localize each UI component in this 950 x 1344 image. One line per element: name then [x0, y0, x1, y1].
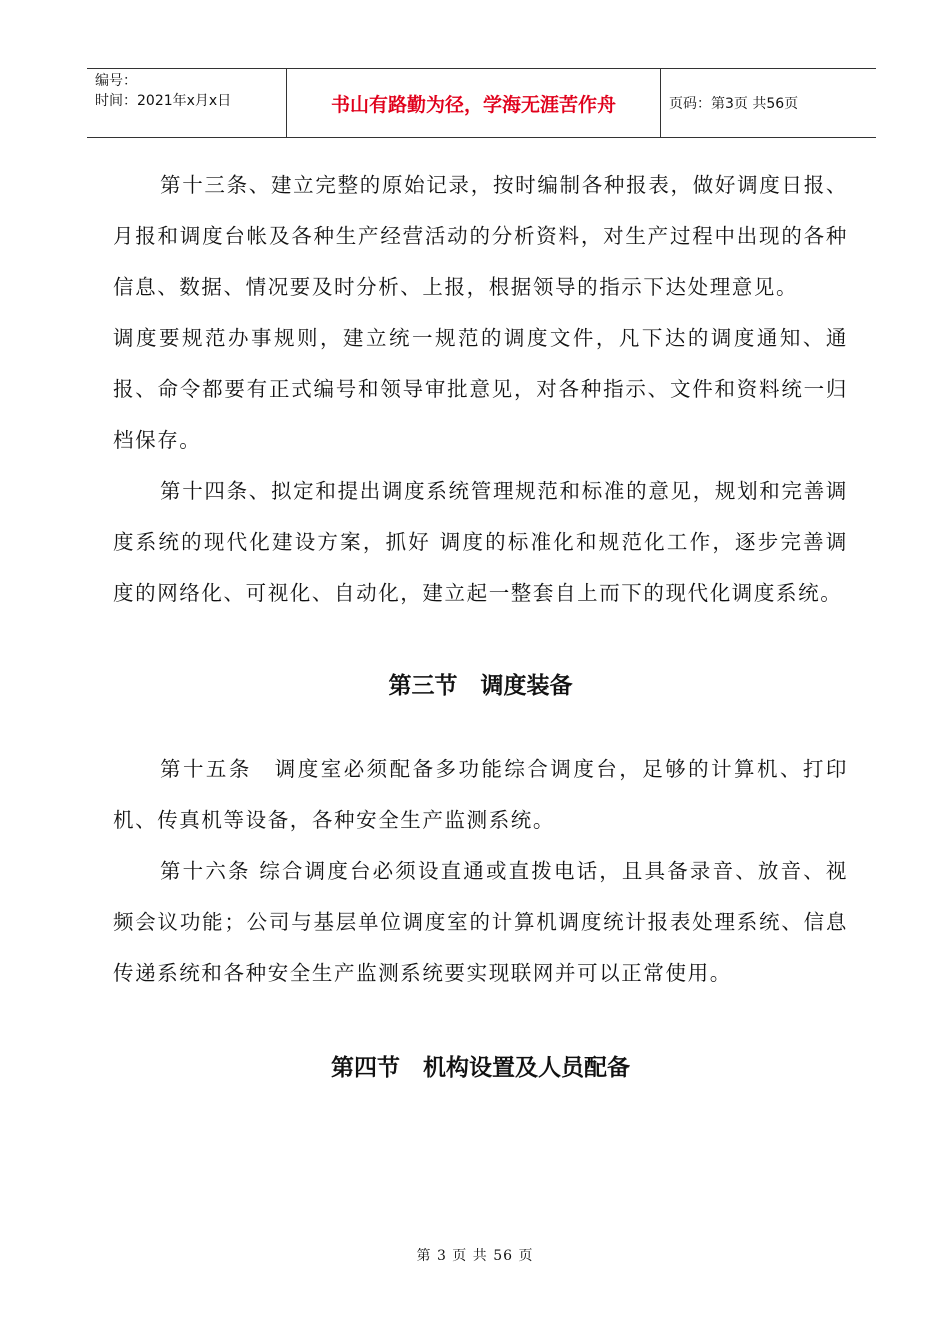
section-heading: 第四节 机构设置及人员配备	[331, 1055, 630, 1081]
paragraph: 调度要规范办事规则，建立统一规范的调度文件，凡下达的调度通知、通报、命令都要有正式编号和领导审批意见，对各种指示、文件和资料统一归档保存。	[113, 326, 848, 452]
header-motto: 书山有路勤为径，学海无涯苦作舟	[287, 69, 661, 137]
page-footer: 第 3 页 共 56 页	[416, 1248, 534, 1264]
document-body	[113, 160, 848, 1082]
header-page-info: 页码：第3页 共56页	[669, 96, 799, 112]
paragraph: 第十三条、建立完整的原始记录，按时编制各种报表，做好调度日报、月报和调度台帐及各种生产经营活动的分析资料，对生产过程中出现的各种信息、数据、情况要及时分析、上报，根据领导的指示下达处理意见。	[113, 173, 848, 299]
time-label: 时间：2021年x月x日	[95, 93, 232, 109]
number-label: 编号：	[95, 73, 137, 89]
section-heading: 第三节 调度装备	[388, 673, 573, 699]
header-meta	[87, 69, 287, 137]
paragraph: 第十六条 综合调度台必须设直通或直拨电话，且具备录音、放音、视频会议功能；公司与基层单位调度室的计算机调度统计报表处理系统、信息传递系统和各种安全生产监测系统要实现联网并可以正常使用。	[113, 859, 848, 985]
paragraph: 第十四条、拟定和提出调度系统管理规范和标准的意见，规划和完善调度系统的现代化建设方案，抓好 调度的标准化和规范化工作，逐步完善调度的网络化、可视化、自动化，建立起一整套自上而下的现代化调度系统。	[113, 479, 848, 605]
document-header	[87, 68, 876, 138]
paragraph: 第十五条 调度室必须配备多功能综合调度台，足够的计算机、打印机、传真机等设备，各种安全生产监测系统。	[113, 757, 848, 832]
